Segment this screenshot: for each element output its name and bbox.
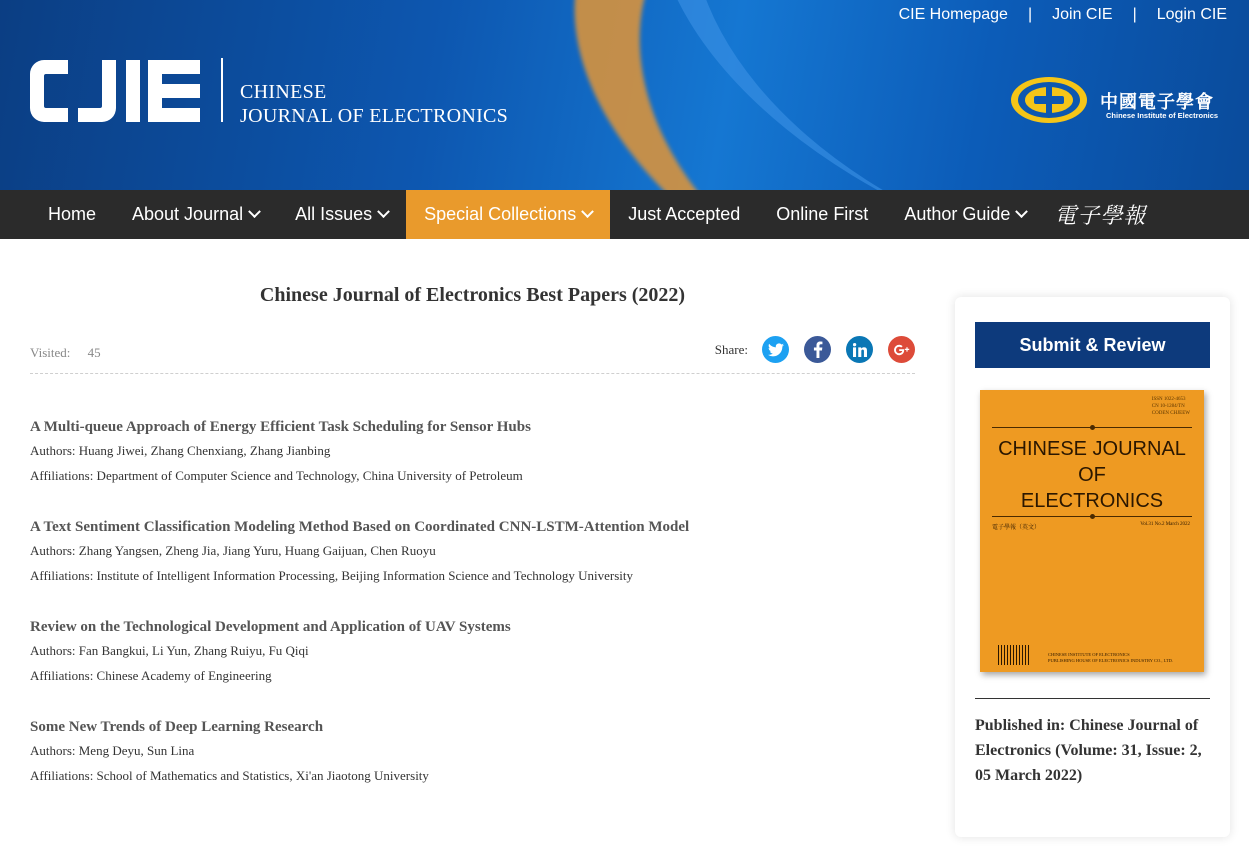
paper-title-link[interactable]: Some New Trends of Deep Learning Research bbox=[30, 719, 324, 735]
twitter-icon[interactable] bbox=[762, 336, 789, 363]
visited-count: 45 bbox=[87, 345, 101, 360]
journal-cover-image[interactable] bbox=[980, 390, 1204, 672]
visited-label: Visited: bbox=[30, 345, 71, 360]
nav-special-collections[interactable] bbox=[406, 190, 610, 239]
paper-affiliations: Affiliations: Institute of Intelligent Information Processing, Beijing Information Science and Technology University bbox=[30, 568, 633, 583]
cover-title bbox=[980, 436, 1204, 514]
cover-title-line: ELECTRONICS bbox=[1020, 490, 1164, 512]
journal-name bbox=[240, 80, 508, 128]
cie-emblem-icon[interactable] bbox=[1010, 76, 1088, 124]
nav-guide-label: Author Guide bbox=[904, 204, 1011, 224]
linkedin-icon[interactable] bbox=[846, 336, 873, 363]
cje-logo[interactable] bbox=[30, 60, 200, 122]
cover-issn bbox=[1152, 396, 1190, 417]
link-separator: | bbox=[1027, 6, 1033, 23]
submit-review-button[interactable]: Submit & Review bbox=[975, 322, 1210, 368]
cover-volume: Vol.31 No.2 March 2022 bbox=[1140, 522, 1190, 527]
join-cie-link[interactable]: Join CIE bbox=[1052, 6, 1113, 23]
cie-name-english: Chinese Institute of Electronics bbox=[1106, 111, 1219, 120]
paper-authors: Authors: Meng Deyu, Sun Lina bbox=[30, 743, 195, 758]
list-item bbox=[30, 716, 915, 816]
meta-row bbox=[30, 336, 915, 374]
cover-rule bbox=[992, 516, 1192, 517]
nav-online-label: Online First bbox=[776, 204, 869, 224]
paper-authors: Authors: Huang Jiwei, Zhang Chenxiang, Zhang Jianbing bbox=[30, 443, 331, 458]
journal-name-line2: JOURNAL OF ELECTRONICS bbox=[240, 105, 509, 127]
cover-subtitle-cn: 電子學報（英文） bbox=[992, 525, 1041, 531]
paper-title-link[interactable]: Review on the Technological Development and Application of UAV Systems bbox=[30, 619, 511, 635]
nav-accepted-label: Just Accepted bbox=[628, 204, 741, 224]
top-links bbox=[897, 6, 1229, 24]
nav-special-label: Special Collections bbox=[424, 204, 577, 224]
published-in: Published in: Chinese Journal of Electronics (Volume: 31, Issue: 2, 05 March 2022) bbox=[975, 717, 1202, 784]
chevron-down-icon bbox=[248, 205, 261, 218]
paper-list bbox=[30, 416, 915, 816]
paper-title-link[interactable]: A Text Sentiment Classification Modeling Method Based on Coordinated CNN-LSTM-Attention Model bbox=[30, 519, 690, 535]
share-label: Share: bbox=[714, 341, 748, 357]
paper-affiliations: Affiliations: School of Mathematics and Statistics, Xi'an Jiaotong University bbox=[30, 768, 429, 783]
cie-name-chinese: 中國電子學會 bbox=[1100, 92, 1214, 113]
nav-home[interactable] bbox=[30, 190, 114, 239]
nav-about-journal[interactable] bbox=[114, 190, 277, 239]
cover-title-line: OF bbox=[1078, 464, 1106, 486]
journal-name-line1: CHINESE bbox=[240, 81, 327, 103]
facebook-icon[interactable] bbox=[804, 336, 831, 363]
cover-publisher-line: CHINESE INSTITUTE OF ELECTRONICS bbox=[1048, 652, 1130, 657]
logo-divider bbox=[221, 58, 223, 122]
chevron-down-icon bbox=[1016, 205, 1029, 218]
main-nav bbox=[0, 190, 1249, 239]
link-separator: | bbox=[1132, 6, 1137, 23]
list-item bbox=[30, 616, 915, 716]
paper-affiliations: Affiliations: Department of Computer Science and Technology, China University of Petroleum bbox=[30, 468, 523, 483]
nav-issues-label: All Issues bbox=[295, 204, 373, 224]
chevron-down-icon bbox=[581, 205, 594, 218]
paper-title-link[interactable]: A Multi-queue Approach of Energy Efficient Task Scheduling for Sensor Hubs bbox=[30, 419, 531, 435]
cover-rule bbox=[992, 427, 1192, 428]
cover-title-line: CHINESE JOURNAL bbox=[998, 438, 1186, 460]
paper-affiliations: Affiliations: Chinese Academy of Engineering bbox=[30, 668, 272, 683]
nav-home-label: Home bbox=[48, 204, 97, 224]
nav-about-label: About Journal bbox=[132, 204, 244, 224]
login-cie-link[interactable]: Login CIE bbox=[1156, 6, 1227, 23]
cover-publisher-line: PUBLISHING HOUSE OF ELECTRONICS INDUSTRY CO., LTD. bbox=[1048, 658, 1174, 663]
cie-homepage-link[interactable]: CIE Homepage bbox=[898, 6, 1008, 23]
barcode-icon bbox=[998, 645, 1030, 665]
calligraphy-logo[interactable]: 電子學報 bbox=[1054, 204, 1147, 229]
list-item bbox=[30, 516, 915, 616]
nav-author-guide[interactable] bbox=[886, 190, 1044, 239]
cover-issn-line: ISSN 1022-4653 bbox=[1151, 397, 1186, 402]
paper-authors: Authors: Fan Bangkui, Li Yun, Zhang Ruiyu, Fu Qiqi bbox=[30, 643, 309, 658]
nav-online-first[interactable] bbox=[758, 190, 886, 239]
cover-publisher bbox=[1048, 652, 1173, 664]
chevron-down-icon bbox=[377, 205, 390, 218]
share-bar bbox=[715, 336, 915, 363]
header-banner bbox=[0, 0, 1249, 190]
list-item bbox=[30, 416, 915, 516]
nav-just-accepted[interactable] bbox=[610, 190, 758, 239]
paper-authors: Authors: Zhang Yangsen, Zheng Jia, Jiang Yuru, Huang Gaijuan, Chen Ruoyu bbox=[30, 543, 436, 558]
cover-issn-line: CN 10-1284/TN bbox=[1151, 404, 1185, 409]
visited-counter bbox=[30, 345, 101, 361]
sidebar bbox=[955, 297, 1230, 837]
cover-issn-line: CODEN CHJEEW bbox=[1151, 411, 1190, 416]
nav-all-issues[interactable] bbox=[277, 190, 406, 239]
sidebar-divider bbox=[975, 698, 1210, 699]
page-title: Chinese Journal of Electronics Best Papers (2022) bbox=[259, 284, 686, 306]
google-plus-icon[interactable] bbox=[888, 336, 915, 363]
